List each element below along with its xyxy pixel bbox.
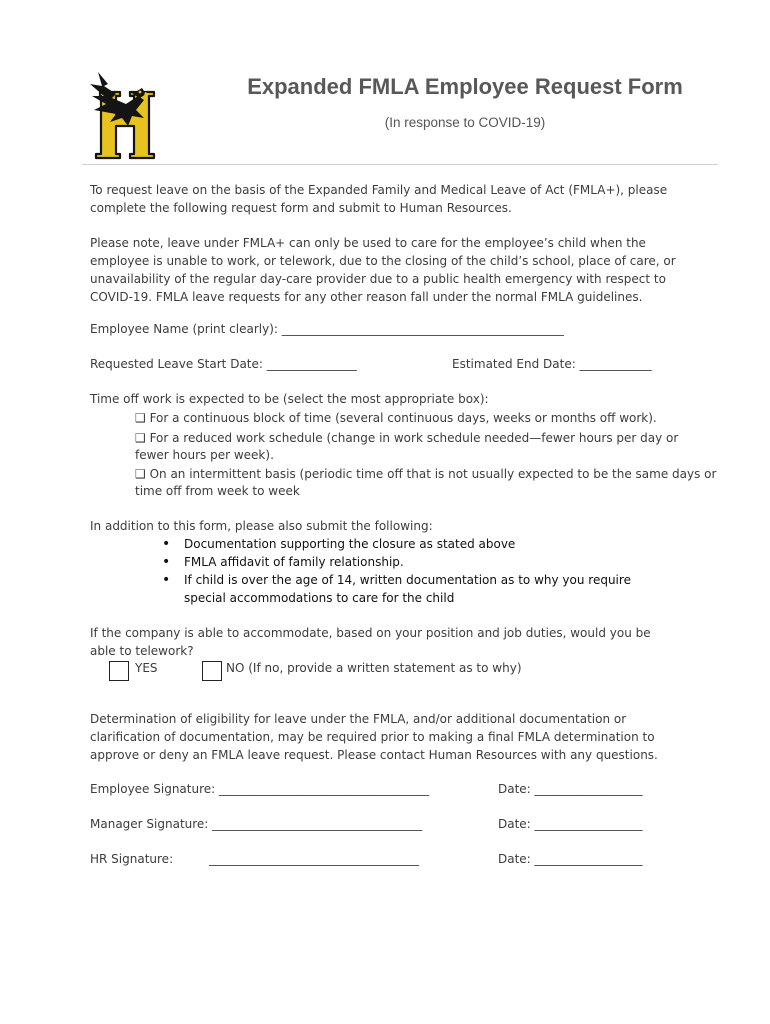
yes-checkbox[interactable] [109, 661, 129, 681]
documents-intro: In addition to this form, please also submit the following: [90, 519, 433, 533]
hr-signature-field[interactable]: ___________________________________ [209, 852, 419, 866]
employee-name-field[interactable]: Employee Name (print clearly): _______________________________________________ [90, 322, 564, 336]
no-label: NO (If no, provide a written statement as to why) [226, 661, 522, 675]
employee-date-field[interactable]: Date: __________________ [498, 782, 643, 796]
manager-date-field[interactable]: Date: __________________ [498, 817, 643, 831]
list-item: • Documentation supporting the closure as stated above [160, 535, 660, 553]
leave-start-date-field[interactable]: Requested Leave Start Date: _______________ [90, 357, 357, 371]
option-intermittent[interactable]: ❑ On an intermittent basis (periodic time off that is not usually expected to be the same days or [135, 467, 717, 481]
page-subtitle: (In response to COVID-19) [384, 115, 546, 130]
time-off-question: Time off work is expected to be (select the most appropriate box): [90, 392, 489, 406]
option-reduced-schedule[interactable]: ❑ For a reduced work schedule (change in work schedule needed—fewer hours per day or [135, 431, 679, 445]
hr-date-field[interactable]: Date: __________________ [498, 852, 643, 866]
telework-question: If the company is able to accommodate, based on your position and job duties, would you be able to telework? [90, 626, 651, 658]
option-reduced-schedule-cont: fewer hours per week). [135, 448, 274, 462]
hr-signature-label: HR Signature: [90, 852, 174, 866]
list-item: • If child is over the age of 14, written documentation as to why you require special accommodations to care for the child [160, 571, 660, 607]
yes-label: YES [135, 661, 158, 675]
employee-signature-field[interactable]: Employee Signature: ___________________________________ [90, 782, 429, 796]
no-checkbox[interactable] [202, 661, 222, 681]
page-title: Expanded FMLA Employee Request Form [247, 74, 683, 99]
determination-paragraph: Determination of eligibility for leave under the FMLA, and/or additional documentation or clarification of documentation, may be required prior to making a final FMLA determination to approve or deny an FMLA leave request. Please contact Human Resources with any questions. [90, 712, 658, 762]
intro-paragraph: To request leave on the basis of the Expanded Family and Medical Leave of Act (FMLA+), please complete the following request form and submit to Human Resources. [90, 183, 668, 215]
list-item: • FMLA affidavit of family relationship. [160, 553, 660, 571]
documents-list [160, 535, 660, 607]
note-paragraph: Please note, leave under FMLA+ can only be used to care for the employee’s child when the employee is unable to work, or telework, due to the closing of the child’s school, place of care, or unavailability of the regular day-care provider due to a public health emergency with respect to COVID-19. FMLA leave requests for any other reason fall under the normal FMLA guidelines. [90, 236, 676, 304]
option-intermittent-cont: time off from week to week [135, 484, 300, 498]
hornet-h-logo [86, 70, 160, 162]
manager-signature-field[interactable]: Manager Signature: ___________________________________ [90, 817, 423, 831]
option-continuous[interactable]: ❑ For a continuous block of time (several continuous days, weeks or months off work). [135, 411, 657, 425]
header-divider [82, 164, 718, 165]
estimated-end-date-field[interactable]: Estimated End Date: ____________ [452, 357, 652, 371]
